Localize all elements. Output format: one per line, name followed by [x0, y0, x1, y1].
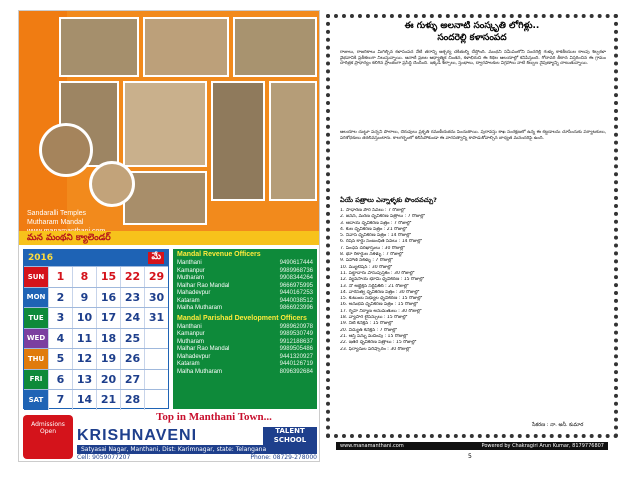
temple-photo: [123, 81, 207, 167]
admissions-badge: Admissions Open: [23, 415, 73, 459]
officer-mandal: Kamanpur: [177, 267, 205, 274]
officer-row: [173, 290, 317, 298]
calendar-date: 21: [96, 390, 120, 410]
calendar-date: 16: [96, 288, 120, 308]
calendar-date: 7: [48, 390, 72, 410]
calendar-week-row: [24, 389, 168, 410]
officer-row: [173, 331, 317, 339]
calendar-date: 19: [96, 349, 120, 369]
school-tag: TALENT SCHOOL: [263, 427, 317, 445]
calendar-month: మే: [148, 252, 164, 264]
officer-mandal: Mutharam: [177, 338, 205, 345]
calendar-week-row: [24, 266, 168, 287]
service-item: 6. రేషన్ కార్డు సంబంధిత సేవలు : 14 రోజుల్లో: [340, 239, 422, 245]
service-item: 9. పహాణీ నకళ్ళు : 7 రోజుల్లో: [340, 258, 393, 264]
officer-mandal: Kataram: [177, 361, 200, 367]
service-item: 19. నీటి కనెక్షన్ : 15 రోజుల్లో: [340, 321, 393, 327]
calendar-date: [144, 329, 168, 349]
officer-mandal: Manthani: [177, 323, 202, 330]
school-name: KRISHNAVENI: [77, 427, 198, 444]
calendar-date: 29: [144, 267, 168, 287]
calendar-date: 18: [96, 329, 120, 349]
officer-mandal: Kamanpur: [177, 331, 205, 337]
officer-phone: 9440167253: [279, 290, 313, 296]
calendar-year: 2016: [28, 253, 54, 263]
article-title-line1: ఈ గుళ్ళు అలనాటి సంస్కృతి లోగిళ్లు..: [404, 21, 540, 31]
school-address: Satyasai Nagar, Manthani, Dist: Karimnagar, state: Telangana: [77, 445, 317, 454]
officer-phone: 9989968736: [279, 267, 313, 274]
sculpture-circle-photo: [89, 161, 135, 207]
officer-mandal: Malha Mutharam: [177, 305, 223, 311]
service-item: 7. పింఛన్ దరఖాస్తులు : 30 రోజుల్లో: [340, 245, 405, 251]
calendar-week-row: [24, 348, 168, 369]
calendar-date: 20: [96, 370, 120, 390]
calendar-date: 22: [120, 267, 144, 287]
temple-photo: [269, 81, 317, 201]
officer-phone: 9908344264: [279, 275, 313, 281]
calendar-day-label: THU: [24, 349, 48, 369]
school-phones: [77, 454, 317, 461]
sculpture-circle-photo: [39, 123, 93, 177]
temple-photo: [123, 171, 207, 225]
calendar-week-row: [24, 328, 168, 349]
calendar-date: 14: [72, 390, 96, 410]
calendar-day-label: TUE: [24, 308, 48, 328]
officer-phone: 9989620978: [279, 323, 313, 330]
left-page: [18, 10, 320, 462]
service-item: 16. అనుభవ ధృవీకరణ పత్రం : 15 రోజుల్లో: [340, 302, 418, 308]
officer-row: [173, 369, 317, 377]
officer-mandal: Malhar Rao Mandal: [177, 346, 230, 352]
calendar-date: 5: [48, 349, 72, 369]
officer-mandal: Manthani: [177, 260, 202, 266]
officer-phone: 9440126719: [279, 361, 313, 367]
calendar-week-row: [24, 369, 168, 390]
officer-row: [173, 339, 317, 347]
calendar-day-label: MON: [24, 288, 48, 308]
collector-signature: సేకరణ : నా. అనీ. కుమార: [532, 422, 584, 428]
officer-mandal: Malhar Rao Mandal: [177, 282, 230, 289]
revenue-officers-heading: Mandal Revenue Officers: [177, 251, 261, 258]
service-item: 4. కుల ధృవీకరణ పత్రం : 21 రోజుల్లో: [340, 226, 407, 232]
caption-line: Mutharam Mandal: [27, 219, 84, 226]
calendar-date: 17: [96, 308, 120, 328]
service-item: 3. ఆదాయ ధృవీకరణ పత్రం : 7 రోజుల్లో: [340, 220, 412, 226]
caption-line: Sandaralli Temples: [27, 210, 87, 217]
service-item: 15. కుటుంబ సభ్యుల ధృవీకరణ : 15 రోజుల్లో: [340, 296, 422, 302]
calendar-date: 26: [120, 349, 144, 369]
calendar-date: 23: [120, 288, 144, 308]
calendar-date: 30: [144, 288, 168, 308]
temple-photo: [59, 17, 139, 77]
page-number: 5: [468, 453, 472, 460]
temple-photo: [143, 17, 229, 77]
calendar-date: 1: [48, 267, 72, 287]
calendar-header: [24, 250, 168, 266]
calendar-day-label: SAT: [24, 390, 48, 410]
officer-phone: 9866923996: [279, 305, 313, 311]
calendar-date: 2: [48, 288, 72, 308]
officer-row: [173, 283, 317, 291]
temple-photo: [211, 81, 265, 201]
service-item: 23. ఫిర్యాదుల పరిష్కారం : 30 రోజుల్లో: [340, 346, 411, 352]
officer-phone: 8096392684: [279, 368, 313, 375]
calendar-date: 9: [72, 288, 96, 308]
officer-phone: 9490617444: [279, 260, 313, 266]
service-item: 2. జనన, మరణ ధృవీకరణ పత్రాలు : 7 రోజుల్లో: [340, 214, 425, 220]
service-item: 10. మ్యుటేషన్ : 30 రోజుల్లో: [340, 264, 392, 270]
calendar-date: 12: [72, 349, 96, 369]
top-in-manthani-heading: Top in Manthani Town...: [156, 411, 272, 423]
service-item: 14. వారసత్వ ధృవీకరణ పత్రం : 30 రోజుల్లో: [340, 289, 420, 295]
footer-credit: Powered by Chakragiri Arun Kumar, 8179776807: [481, 443, 604, 449]
officer-phone: 9912188637: [279, 338, 313, 345]
calendar-date: 13: [72, 370, 96, 390]
right-page: [322, 10, 622, 462]
calendar-date: [144, 390, 168, 410]
school-phone: Phone: 08729-278000: [250, 454, 317, 461]
officer-phone: 9441320927: [279, 353, 313, 360]
officer-row: [173, 354, 317, 362]
officer-mandal: Mahadevpur: [177, 353, 211, 360]
service-item: 1. సాధారణ పౌర సేవలు : 7 రోజుల్లో: [340, 208, 406, 213]
service-item: 21. ఆస్తి పన్ను మదింపు : 15 రోజుల్లో: [340, 333, 408, 339]
calendar-date: 15: [96, 267, 120, 287]
calendar-day-label: WED: [24, 329, 48, 349]
officer-mandal: Malha Mutharam: [177, 368, 223, 375]
calendar-date: 27: [120, 370, 144, 390]
officer-row: [173, 275, 317, 283]
service-item: 22. ఇతర ధృవీకరణ పత్రాలు : 15 రోజుల్లో: [340, 340, 417, 346]
service-item: 8. భూ రికార్డుల నకళ్ళు : 7 రోజుల్లో: [340, 252, 404, 258]
calendar-banner-title: మన మంథని క్యాలెండర్: [27, 233, 111, 243]
calendar-date: 8: [72, 267, 96, 287]
officer-mandal: Kataram: [177, 297, 200, 304]
calendar-day-label: FRI: [24, 370, 48, 390]
article-title: [322, 20, 622, 44]
article-paragraph: ఆలయాల చుట్టూ పచ్చని పొలాలు, చెరువులు ప్రకృతి రమణీయతను పెంచుతాయి. పురావస్తు శాఖ సంరక్షణలో ఉన్న ఈ కట్టడాలను చూసేందుకు పర్యాటకులు, పరిశోధకులు తరలివస్తుంటారు. కాలగర్భంలో కలిసిపోకుండా ఈ వారసత్వాన్ని కాపాడుకోవాల్సిన బాధ్యత మనందరిపై ఉంది.: [340, 130, 606, 141]
calendar-day-label: SUN: [24, 267, 48, 287]
officer-phone: 9440038512: [279, 297, 313, 304]
service-item: 18. వ్యాపార లైసెన్సులు : 15 రోజుల్లో: [340, 315, 408, 321]
calendar-date: 31: [144, 308, 168, 328]
calendar-date: 4: [48, 329, 72, 349]
article-title-line2: సందరెల్లి కళాసంపద: [437, 33, 507, 43]
calendar-date: 3: [48, 308, 72, 328]
officer-phone: 9989505486: [279, 346, 313, 352]
calendar-date: 24: [120, 308, 144, 328]
service-item: 5. నివాస ధృవీకరణ పత్రం : 14 రోజుల్లో: [340, 233, 411, 239]
services-list: [340, 208, 606, 353]
calendar-week-row: [24, 287, 168, 308]
calendar: [23, 249, 169, 409]
service-item: 11. పట్టాదారు పాసుపుస్తకం : 30 రోజుల్లో: [340, 270, 415, 276]
school-ad: [23, 421, 317, 461]
officer-row: [173, 346, 317, 354]
footer-website: www.manamanthani.com: [340, 443, 404, 449]
officer-phone: 9989530749: [279, 331, 313, 337]
service-item: 20. విద్యుత్ కనెక్షన్ : 7 రోజుల్లో: [340, 327, 397, 333]
officer-row: [173, 324, 317, 332]
temple-photo-collage: [19, 11, 320, 231]
officer-mandal: Mahadevpur: [177, 290, 211, 296]
footer-bar: [336, 442, 608, 450]
service-item: 12. వ్యవసాయ భూమి ధృవీకరణ : 15 రోజుల్లో: [340, 277, 424, 283]
school-cell: Cell: 9059077207: [77, 454, 131, 461]
officer-row: [173, 298, 317, 306]
calendar-date: 6: [48, 370, 72, 390]
officer-row: [173, 361, 317, 369]
calendar-date: 28: [120, 390, 144, 410]
development-officers-heading: Mandal Parishad Development Officers: [177, 314, 307, 322]
article-paragraph: రాజులు, రాజరికాలు మిగిల్చిన కళాసంపద నేటి తరాన్ని ఆశ్చర్య చకితుల్ని చేస్తోంది. మంథని సమీపంలోని సందరెల్లి గుళ్ళు కాకతీయుల కాలపు శిల్పకళా వైభవానికి ప్రతీకలుగా నిలుస్తున్నాయి. ఆనాటి ప్రజల ఆధ్యాత్మిక చింతన, కళాభిరుచి ఈ శిథిల ఆలయాల్లో కనిపిస్తుంది. గోదావరి తీరాన విస్తరించిన ఈ గ్రామం చారిత్రక ప్రాధాన్యం కలిగిన ప్రాంతంగా ప్రసిద్ధి చెందింది. ఇక్కడి శిల్పాలు, స్తంభాలు, ద్వారపాలకుల విగ్రహాలు నాటి శిల్పుల నైపుణ్యాన్ని చాటుతున్నాయి.: [340, 50, 606, 66]
officer-row: [173, 305, 317, 313]
services-question-heading: ఏయే పత్రాలు ఎన్నాళ్ళకు పొందవచ్చు?: [340, 196, 437, 204]
calendar-date: [144, 370, 168, 390]
calendar-date: 10: [72, 308, 96, 328]
officers-panel: [173, 249, 317, 409]
officer-row: [173, 268, 317, 276]
service-item: 13. నో అబ్జెక్షన్ సర్టిఫికెట్ : 21 రోజుల్లో: [340, 283, 409, 289]
officer-phone: 9666975995: [279, 282, 313, 289]
service-item: 17. గృహ నిర్మాణ అనుమతులు : 30 రోజుల్లో: [340, 308, 422, 314]
calendar-date: 25: [120, 329, 144, 349]
calendar-week-row: [24, 307, 168, 328]
temple-photo: [233, 17, 317, 77]
calendar-date: [144, 349, 168, 369]
officer-row: [173, 260, 317, 268]
officer-mandal: Mutharam: [177, 275, 205, 281]
calendar-date: 11: [72, 329, 96, 349]
